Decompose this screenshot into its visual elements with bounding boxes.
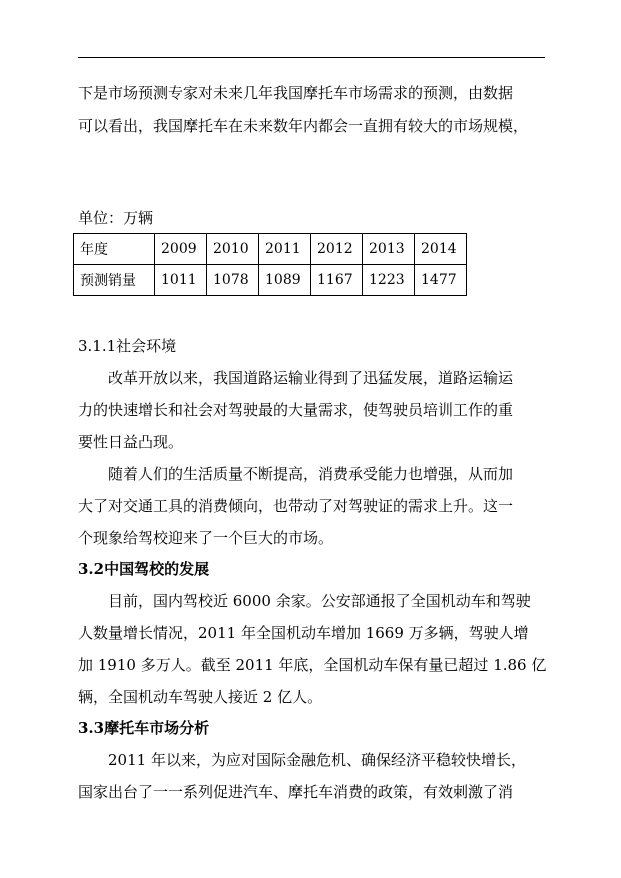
forecast-table [73, 233, 467, 296]
paragraph-line: 国家出台了一一系列促进汽车、摩托车消费的政策，有效刺激了消 [78, 783, 514, 801]
intro-line-2: 可以看出，我国摩托车在未来数年内都会一直拥有较大的市场规模， [78, 117, 529, 135]
intro-line-1: 下是市场预测专家对未来几年我国摩托车市场需求的预测，由数据 [78, 84, 514, 102]
paragraph-line: 人数量增长情况，2011 年全国机动车增加 1669 万多辆，驾驶人增 [78, 624, 529, 642]
paragraph-line: 改革开放以来，我国道路运输业得到了迅猛发展，道路运输运 [108, 369, 514, 387]
paragraph-line: 大了对交通工具的消费倾向，也带动了对驾驶证的需求上升。这一 [78, 497, 514, 515]
paragraph-line: 加 1910 多万人。截至 2011 年底，全国机动车保有量已超过 1.86 亿 [78, 656, 547, 674]
table-cell-year: 2009 [155, 234, 207, 265]
unit-label: 单位：万辆 [78, 209, 154, 227]
table-cell-year: 2014 [415, 234, 467, 265]
table-cell-year: 2013 [363, 234, 415, 265]
paragraph-line: 随着人们的生活质量不断提高，消费承受能力也增强，从而加 [108, 465, 514, 483]
paragraph-line: 个现象给驾校迎来了一个巨大的市场。 [78, 529, 334, 547]
table-row-label: 预测销量 [74, 265, 155, 296]
table-row-years [74, 234, 467, 265]
table-cell-value: 1078 [207, 265, 259, 296]
paragraph-line: 要性日益凸现。 [78, 433, 184, 451]
paragraph-line: 目前，国内驾校近 6000 余家。公安部通报了全国机动车和驾驶 [108, 592, 531, 610]
section-3-3-heading: 3.3摩托车市场分析 [78, 719, 210, 737]
table-header-label: 年度 [74, 234, 155, 265]
table-cell-year: 2012 [311, 234, 363, 265]
table-cell-value: 1223 [363, 265, 415, 296]
table-cell-value: 1477 [415, 265, 467, 296]
table-cell-year: 2010 [207, 234, 259, 265]
section-3-2-heading: 3.2中国驾校的发展 [78, 560, 210, 578]
header-rule [78, 57, 545, 58]
section-3-1-1-heading: 3.1.1社会环境 [78, 337, 177, 355]
table-cell-value: 1011 [155, 265, 207, 296]
table-cell-value: 1167 [311, 265, 363, 296]
paragraph-line: 2011 年以来，为应对国际金融危机、确保经济平稳较快增长， [108, 751, 526, 769]
table-cell-year: 2011 [259, 234, 311, 265]
paragraph-line: 力的快速增长和社会对驾驶最的大量需求，使驾驶员培训工作的重 [78, 401, 514, 419]
paragraph-line: 辆，全国机动车驾驶人接近 2 亿人。 [78, 688, 323, 706]
table-cell-value: 1089 [259, 265, 311, 296]
table-row-values [74, 265, 467, 296]
